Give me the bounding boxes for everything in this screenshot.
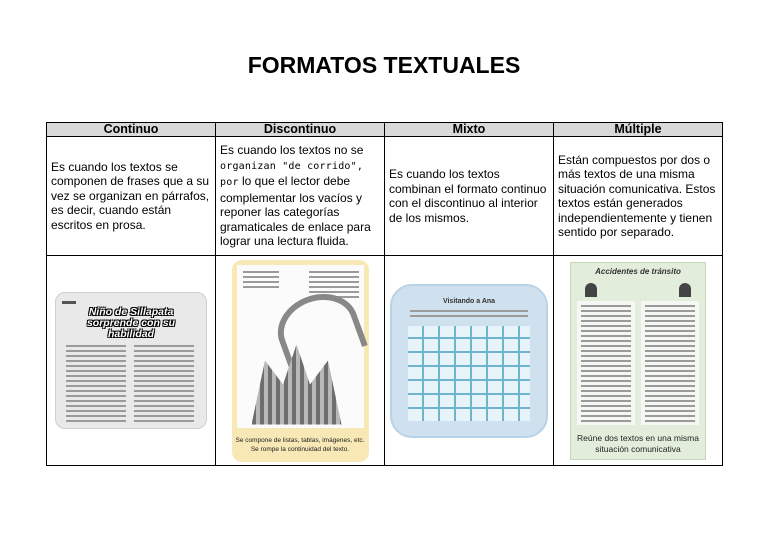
formats-table [46, 122, 723, 466]
person-photo-right [679, 283, 691, 297]
header-mixto: Mixto [385, 123, 554, 137]
img-cell-multiple [554, 256, 723, 466]
newspaper-tag-mark [62, 301, 76, 304]
person-photo-left [585, 283, 597, 297]
page-title: FORMATOS TEXTUALES [247, 52, 521, 78]
description-row [47, 137, 723, 256]
desc-continuo: Es cuando los textos se componen de frases que a su vez se organizan en párrafos, es decir, cuando están escritos en prosa. [47, 137, 216, 256]
article-left [577, 301, 635, 425]
img-cell-continuo [47, 256, 216, 466]
newspaper-headline: Niño de Sillapata sorprende con su habilidad [86, 306, 176, 340]
img-cell-discontinuo [216, 256, 385, 466]
text-lines-right [134, 345, 194, 425]
mixto-example-image [390, 284, 548, 438]
header-continuo: Continuo [47, 123, 216, 137]
discontinuo-caption: Se compone de listas, tablas, imágenes, etc. Se rompe la continuidad del texto. [235, 436, 365, 453]
desc-discontinuo-part3: lo que el lector debe complementar los vacíos y reponer las categorías gramaticales de enlace para lograr una lectura fluida. [220, 174, 371, 249]
desc-discontinuo-part2: organizan "de corrido", por [220, 160, 364, 189]
mixto-image-title: Visitando a Ana [442, 297, 496, 305]
header-discontinuo: Discontinuo [216, 123, 385, 137]
desc-discontinuo-part1: Es cuando los textos no se [220, 143, 364, 158]
multiple-caption: Reúne dos textos en una misma situación comunicativa [577, 432, 699, 454]
desc-discontinuo [216, 137, 385, 256]
map-illustration [408, 326, 530, 421]
header-row [47, 123, 723, 137]
multiple-image-title: Accidentes de tránsito [595, 266, 681, 276]
multiple-example-image [570, 262, 706, 460]
desc-mixto: Es cuando los textos combinan el formato continuo con el discontinuo al interior de los mismos. [385, 137, 554, 256]
header-multiple: Múltiple [554, 123, 723, 137]
image-row [47, 256, 723, 466]
continuo-example-image [55, 292, 207, 429]
discontinuo-example-image [232, 260, 369, 462]
article-right [641, 301, 699, 425]
infographic-panel [237, 265, 364, 428]
desc-multiple: Están compuestos por dos o más textos de una misma situación comunicativa. Estos textos están generados independientemente y tienen sentido por separado. [554, 137, 723, 256]
img-cell-mixto [385, 256, 554, 466]
text-lines-left [66, 345, 126, 425]
